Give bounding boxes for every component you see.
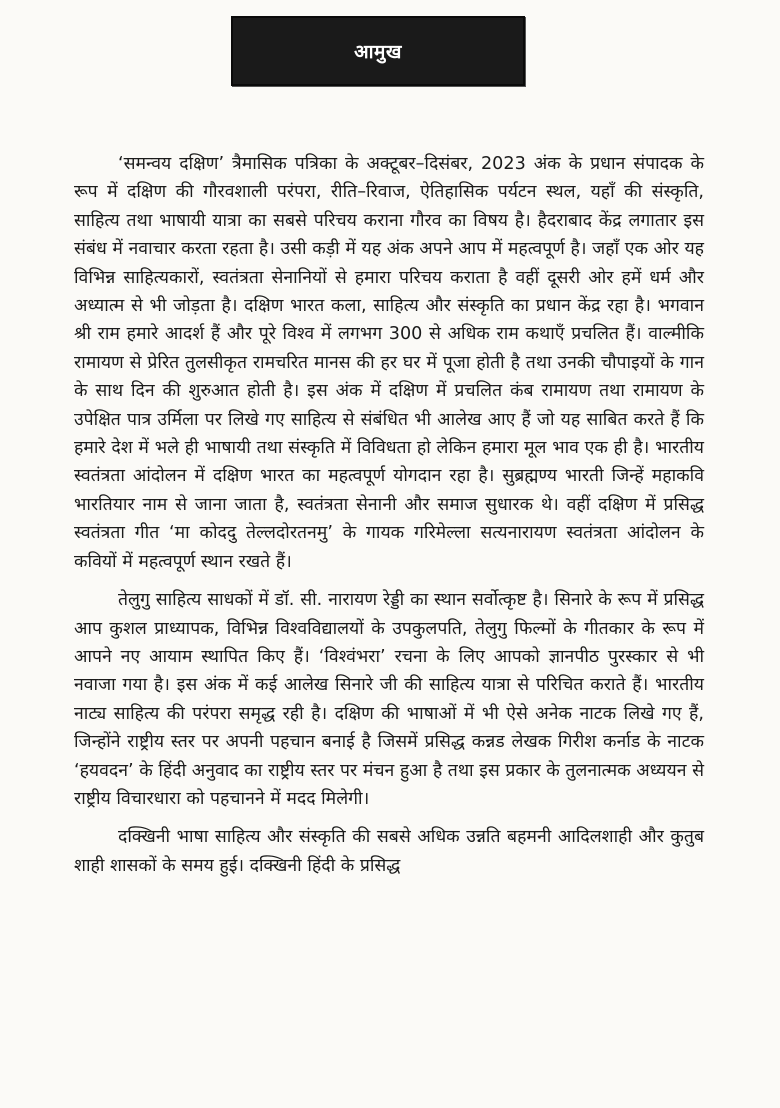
- article-body: [74, 150, 704, 880]
- title-banner: [231, 16, 525, 86]
- paragraph-3: दक्खिनी भाषा साहित्य और संस्कृति की सबसे अधिक उन्नति बहमनी आदिलशाही और कुतुब शाही शासकों के समय हुई। दक्खिनी हिंदी के प्रसिद्ध: [74, 827, 704, 876]
- paragraph-2: तेलुगु साहित्य साधकों में डॉ. सी. नारायण रेड्डी का स्थान सर्वोत्कृष्ट है। सिनारे के रूप में प्रसिद्ध आप कुशल प्राध्यापक, विभिन्न विश्वविद्यालयों के उपकुलपति, तेलुगु फिल्मों के गीतकार के रूप में आपने नए आयाम स्थापित किए हैं। ‘विश्वंभरा’ रचना के लिए आपको ज्ञानपीठ पुरस्कार से भी नवाजा गया है। इस अंक में कई आलेख सिनारे जी की साहित्य यात्रा से परिचित कराते हैं। भारतीय नाट्य साहित्य की परंपरा समृद्ध रही है। दक्षिण की भाषाओं में भी ऐसे अनेक नाटक लिखे गए हैं, जिन्होंने राष्ट्रीय स्तर पर अपनी पहचान बनाई है जिसमें प्रसिद्ध कन्नड लेखक गिरीश कर्नाड के नाटक ‘हयवदन’ के हिंदी अनुवाद का राष्ट्रीय स्तर पर मंचन हुआ है तथा इस प्रकार के तुलनात्मक अध्ययन से राष्ट्रीय विचारधारा को पहचानने में मदद मिलेगी।: [74, 590, 704, 809]
- page-title: आमुख: [354, 41, 402, 63]
- paragraph-1: ‘समन्वय दक्षिण’ त्रैमासिक पत्रिका के अक्टूबर–दिसंबर, 2023 अंक के प्रधान संपादक के रूप में दक्षिण की गौरवशाली परंपरा, रीति–रिवाज, ऐतिहासिक पर्यटन स्थल, यहाँ की संस्कृति, साहित्य तथा भाषायी यात्रा का सबसे परिचय कराना गौरव का विषय है। हैदराबाद केंद्र लगातार इस संबंध में नवाचार करता रहता है। उसी कड़ी में यह अंक अपने आप में महत्वपूर्ण है। जहाँ एक ओर यह विभिन्न साहित्यकारों, स्वतंत्रता सेनानियों से हमारा परिचय कराता है वहीं दूसरी ओर हमें धर्म और अध्यात्म से भी जोड़ता है। दक्षिण भारत कला, साहित्य और संस्कृति का प्रधान केंद्र रहा है। भगवान श्री राम हमारे आदर्श हैं और पूरे विश्व में लगभग 300 से अधिक राम कथाएँ प्रचलित हैं। वाल्मीकि रामायण से प्रेरित तुलसीकृत रामचरित मानस की हर घर में पूजा होती है तथा उनकी चौपाइयों के गान के साथ दिन की शुरुआत होती है। इस अंक में दक्षिण में प्रचलित कंब रामायण तथा रामायण के उपेक्षित पात्र उर्मिला पर लिखे गए साहित्य से संबंधित भी आलेख आए हैं जो यह साबित करते हैं कि हमारे देश में भले ही भाषायी तथा संस्कृति में विविधता हो लेकिन हमारा मूल भाव एक ही है। भारतीय स्वतंत्रता आंदोलन में दक्षिण भारत का महत्वपूर्ण योगदान रहा है। सुब्रह्मण्य भारती जिन्हें महाकवि भारतियार नाम से जाना जाता है, स्वतंत्रता सेनानी और समाज सुधारक थे। वहीं दक्षिण में प्रसिद्ध स्वतंत्रता गीत ‘मा कोददु तेल्लदोरतनमु’ के गायक गरिमेल्ला सत्यनारायण स्वतंत्रता आंदोलन के कवियों में महत्वपूर्ण स्थान रखते हैं।: [74, 154, 704, 572]
